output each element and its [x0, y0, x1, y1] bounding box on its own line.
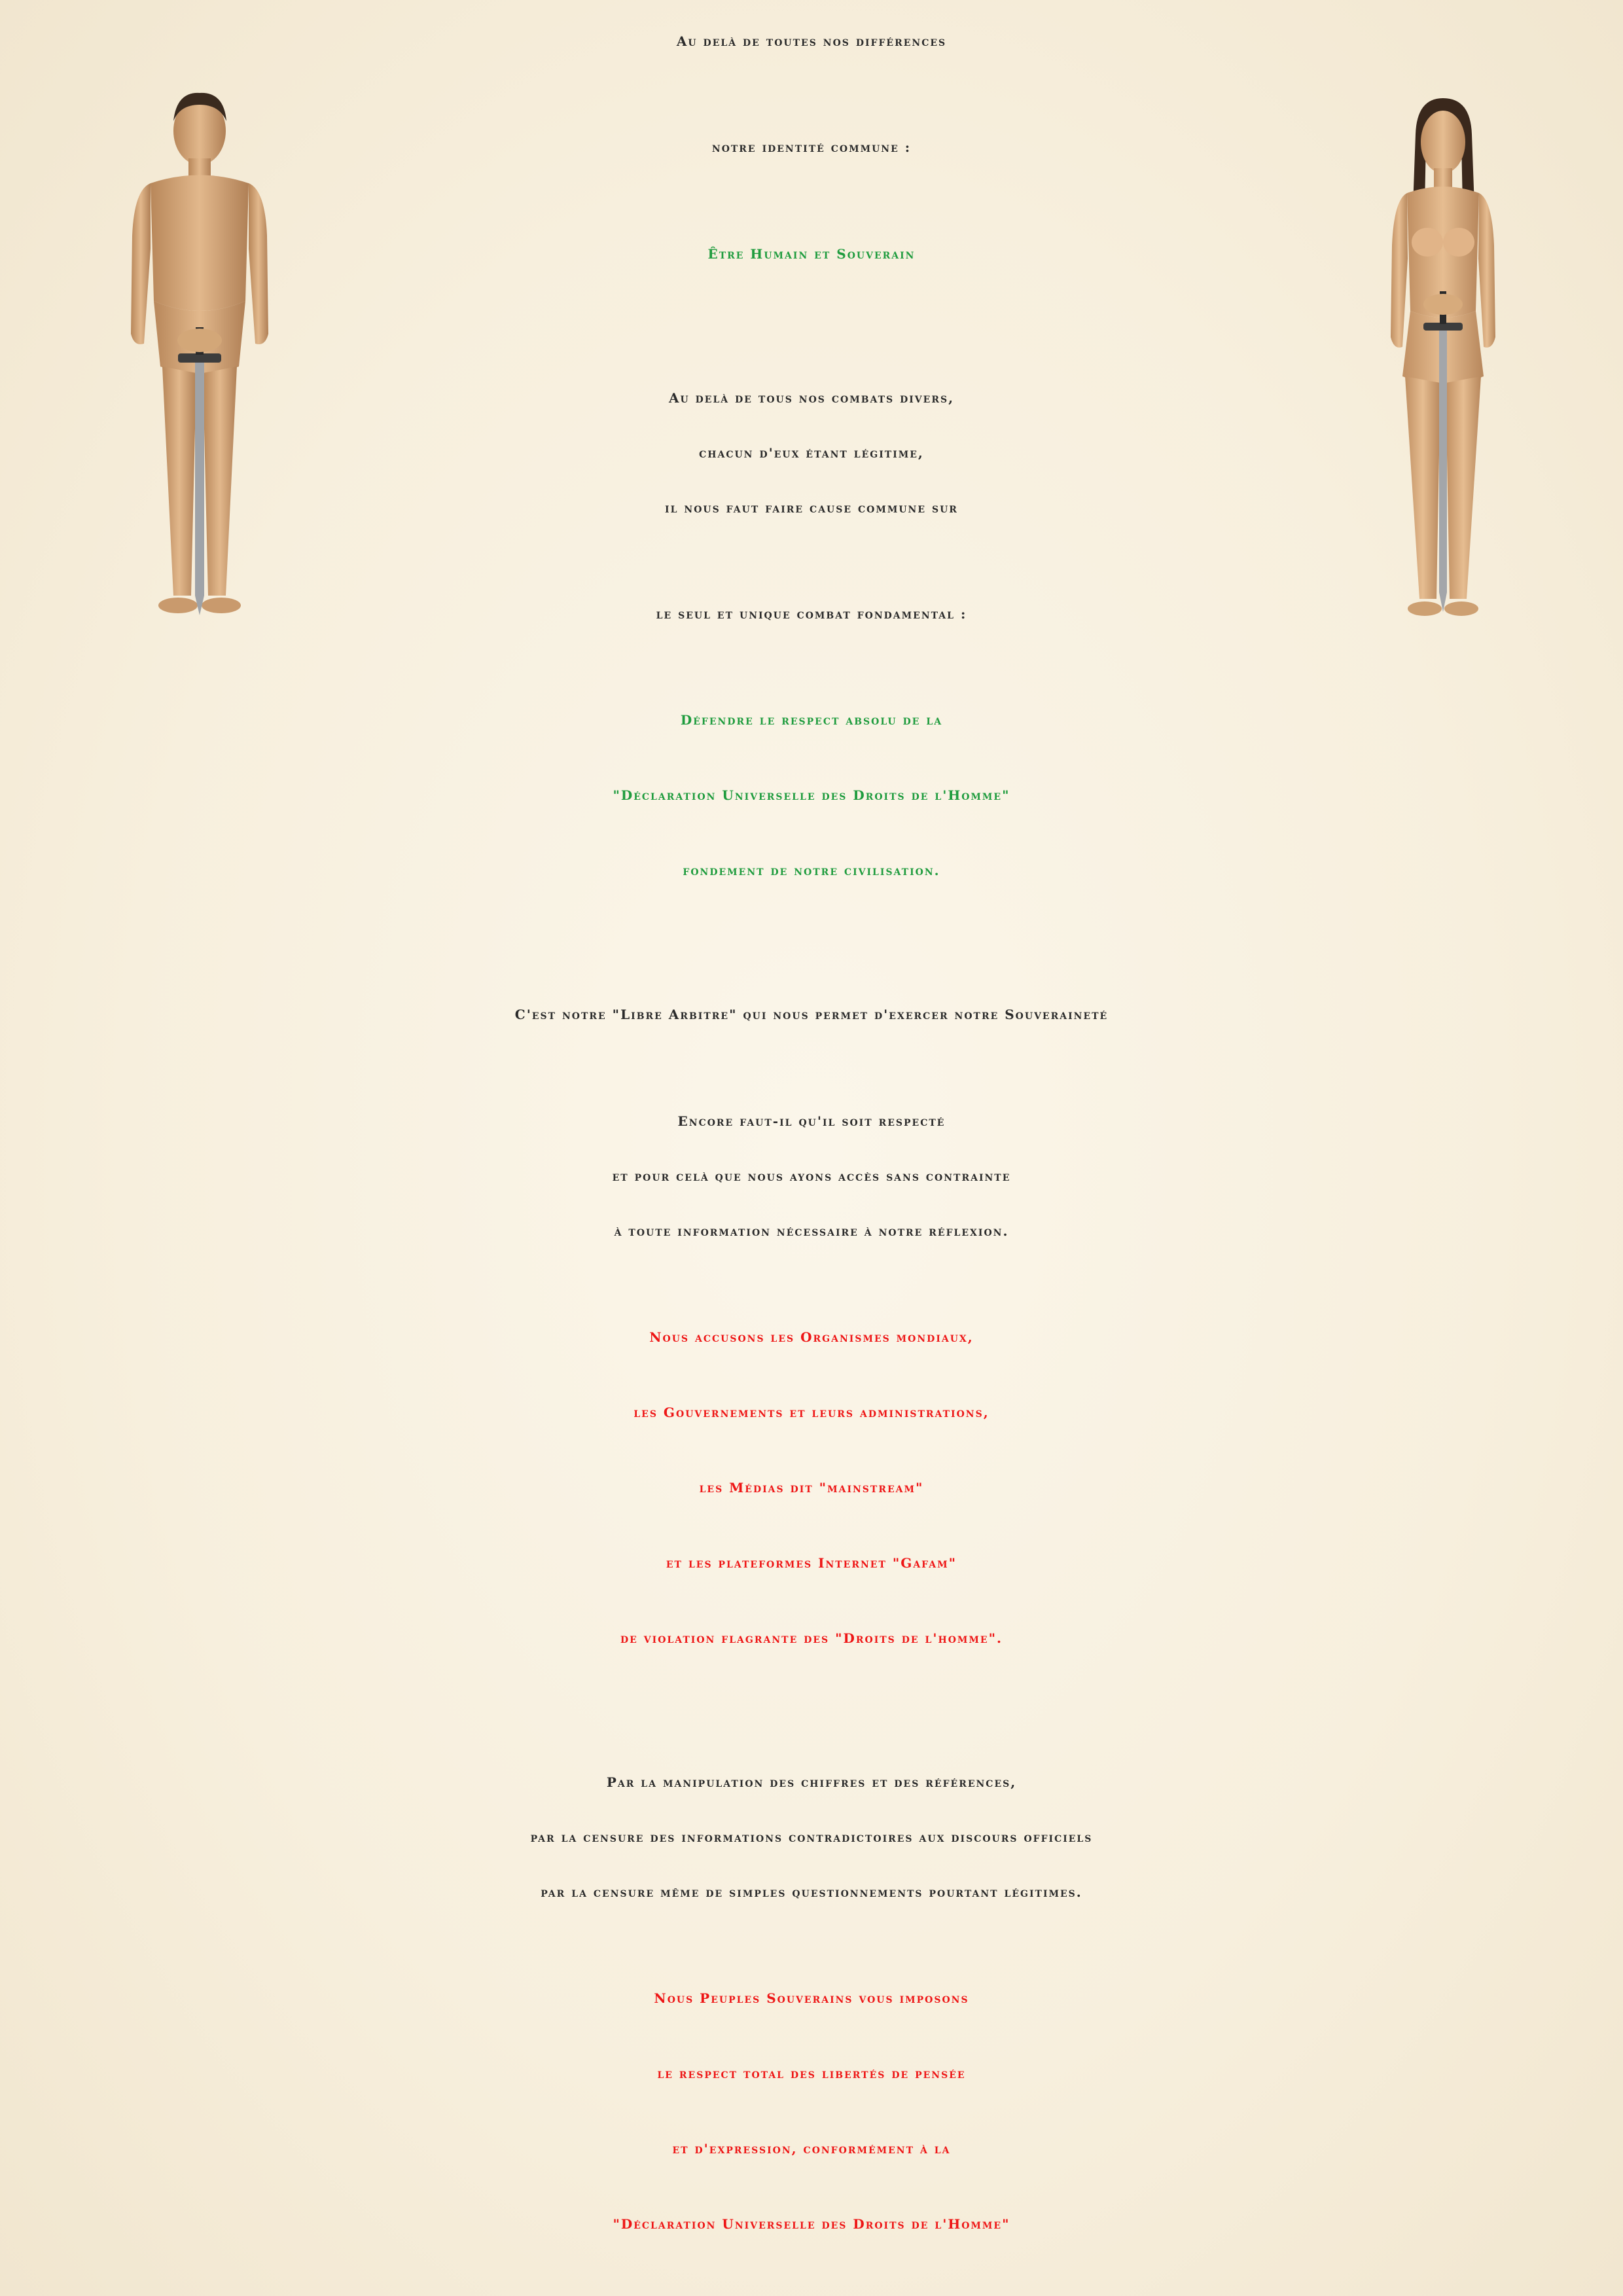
- red-line-5: de violation flagrante des "Droits de l'homme".: [620, 1630, 1003, 1646]
- text-line-7: le seul et unique combat fondamental :: [656, 606, 967, 622]
- text-line-4: Au delà de tous nos combats divers,: [668, 390, 955, 406]
- green-line-2: "Déclaration Universelle des Droits de l'Homme": [613, 787, 1010, 803]
- heading-etre-humain-souverain: Être Humain et Souverain: [707, 246, 916, 262]
- text-line-libre-arbitre: C'est notre "Libre Arbitre" qui nous permet d'exercer notre Souveraineté: [514, 1007, 1109, 1022]
- red-line-2: les Gouvernements et leurs administrations,: [633, 1405, 990, 1420]
- text-line-20: Par la manipulation des chiffres et des références,: [606, 1774, 1017, 1790]
- text-line-5: chacun d'eux étant légitime,: [699, 445, 924, 461]
- text-line-21: par la censure des informations contradictoires aux discours officiels: [530, 1829, 1093, 1845]
- text-line-6: il nous faut faire cause commune sur: [665, 500, 958, 516]
- red-line-6: Nous Peuples Souverains vous imposons: [654, 1990, 969, 2006]
- text-line-14: à toute information nécessaire à notre réflexion.: [614, 1223, 1009, 1239]
- text-line-12: Encore faut-il qu'il soit respecté: [677, 1113, 946, 1129]
- green-line-3: fondement de notre civilisation.: [683, 863, 940, 878]
- text-line-2: notre identité commune :: [711, 139, 912, 155]
- red-line-1: Nous accusons les Organismes mondiaux,: [649, 1329, 974, 1345]
- red-line-8: et d'expression, conformément à la: [672, 2141, 951, 2157]
- red-line-9: "Déclaration Universelle des Droits de l'Homme": [613, 2216, 1010, 2232]
- red-line-4: et les plateformes Internet "Gafam": [666, 1555, 957, 1571]
- man-with-sword-figure: [105, 85, 294, 622]
- text-line-13: et pour celà que nous ayons accès sans contrainte: [612, 1168, 1011, 1184]
- woman-with-sword-figure: [1358, 95, 1528, 625]
- text-line-22: par la censure même de simples questionnements pourtant légitimes.: [541, 1884, 1082, 1900]
- red-line-7: le respect total des libertés de pensée: [657, 2066, 966, 2081]
- green-line-1: Défendre le respect absolu de la: [680, 712, 943, 728]
- text-line-1: Au delà de toutes nos différences: [676, 33, 947, 49]
- red-line-3: les Médias dit "mainstream": [699, 1480, 924, 1496]
